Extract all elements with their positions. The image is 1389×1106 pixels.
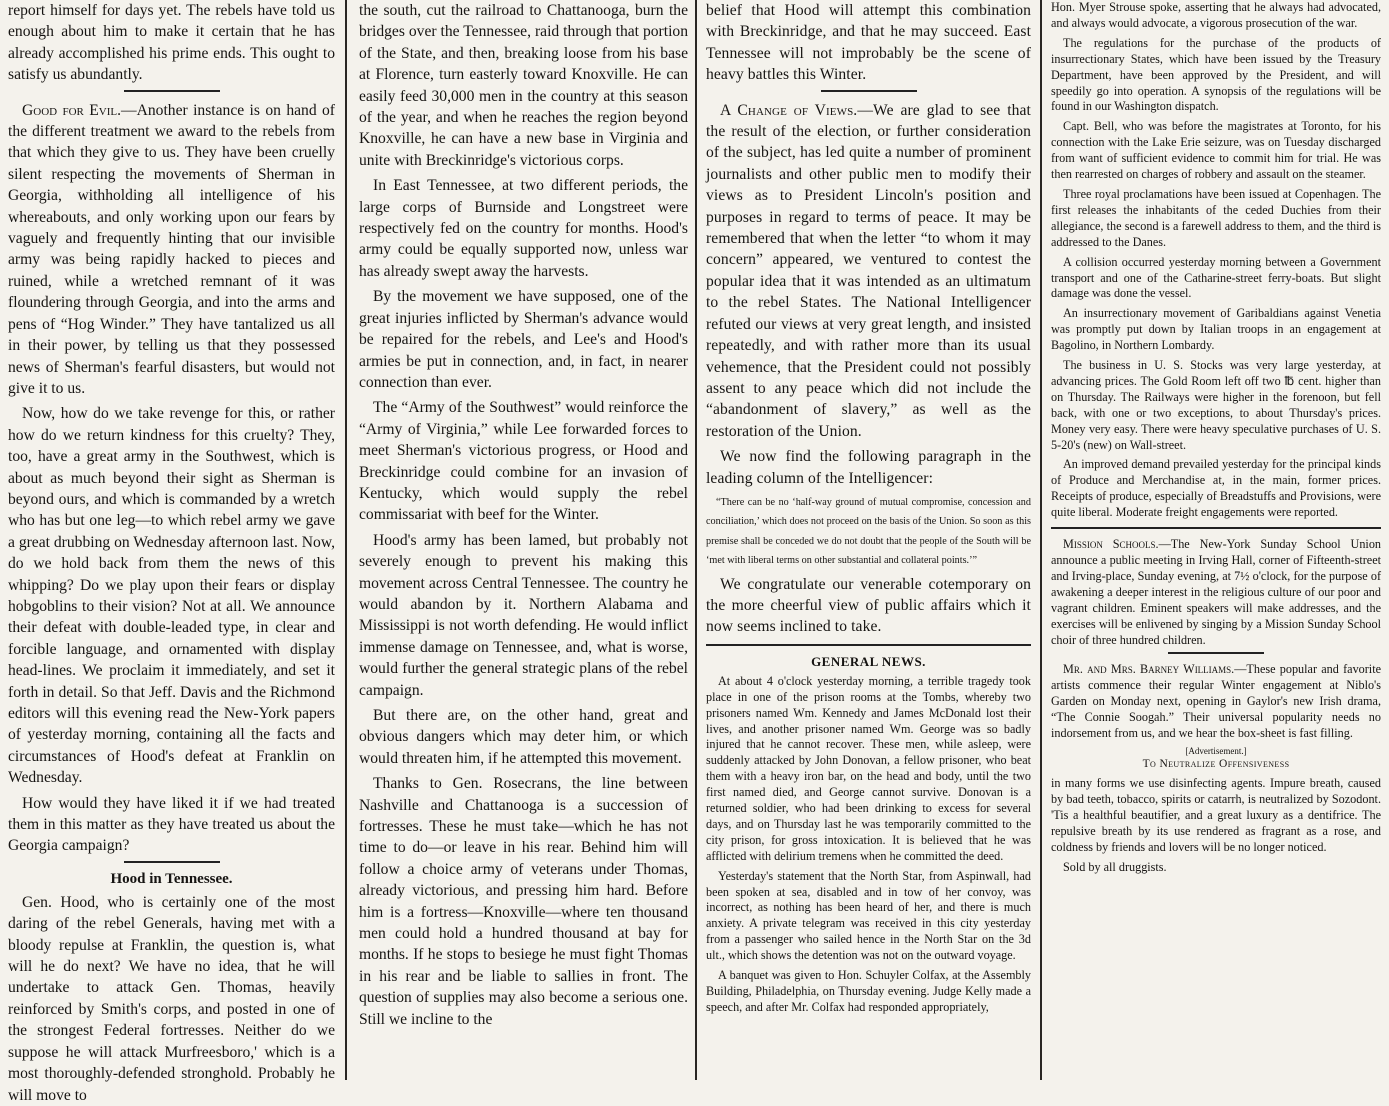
- news-item: A banquet was given to Hon. Schuyler Colfax, at the Assembly Building, Philadelphia, on Thursday evening. Judge Kelly made a speech, and after Mr. Colfax had responded appropriately,: [706, 968, 1031, 1014]
- paragraph: the south, cut the railroad to Chattanooga, burn the bridges over the Tennessee, raid through that portion of the State, and then, breaking loose from his base at Florence, turn easterly toward Knoxville. He can easily feed 30,000 men in the country at this season of the year, and when he reaches the region beyond Knoxville, he can have a new base in Virginia and unite with Breckinridge's victorious corps.: [359, 2, 688, 169]
- news-item: Three royal proclamations have been issued at Copenhagen. The first releases the inhabitants of the ceded Duchies from their allegiance, the second is a farewell address to them, and the third is addressed to the Danes.: [1051, 186, 1381, 249]
- column-1: [0, 0, 343, 1104]
- news-item: Mission Schools.—The New-York Sunday School Union announce a public meeting in Irving Hall, corner of Fifteenth-street and Irving-place, Sunday evening, at 7½ o'clock, for the purpose of awakening a deeper interest in the religious culture of our poor and vagrant children. Eminent speakers will make addresses, and the exercises will be enlivened by singing by a Mission Sunday School choir of three hundred children.: [1051, 537, 1382, 647]
- news-item: Capt. Bell, who was before the magistrates at Toronto, for his connection with the Lake Erie seizure, was on Tuesday discharged from want of sufficient evidence to commit him for trial. He was then rearrested on charges of robbery and assault on the steamer.: [1051, 119, 1381, 182]
- advertisement-text: Sold by all druggists.: [1063, 859, 1167, 874]
- column-4: [1043, 0, 1389, 1080]
- run-in-heading: Mr. and Mrs. Barney Williams.: [1063, 662, 1235, 677]
- paragraph: Gen. Hood, who is certainly one of the most daring of the rebel Generals, having met with a bloody repulse at Franklin, the question is, what will he do next? We have no idea, that he will undertake to attack Gen. Thomas, heavily reinforced by Smith's corps, and posted in one of the strongest Federal fortresses. Neither do we suppose he will attack Murfreesboro,' which is a most thoroughly-defended stronghold. Probably he will move to: [8, 893, 335, 1104]
- paragraph: We congratulate our venerable cotemporary on the more cheerful view of public affairs which it now seems inclined to take.: [706, 575, 1031, 636]
- paragraph: Hood's army has been lamed, but probably not severely enough to prevent his making this movement across Central Tennessee. The country he would abandon by it. Northern Alabama and Mississippi is not worth defending. He would inflict immense damage on Tennessee, and, what is worse, would further the general strategic plans of the rebel campaign.: [359, 531, 688, 699]
- news-item: An improved demand prevailed yesterday for the principal kinds of Produce and Merchandise at, in the main, former prices. Receipts of produce, especially of Breadstuffs and Provisions, were quite liberal. Moderate freight engagements were reported.: [1051, 457, 1381, 520]
- run-in-heading: Mission Schools.: [1063, 537, 1159, 552]
- advertisement-text: in many forms we use disinfecting agents. Impure breath, caused by bad teeth, tobacco, spirits or catarrh, is neutralized by Sozodont. 'Tis a healthful beautifier, and a great luxury as a dentifrice. The repulsive breath by its use rendered as fragrant as a rose, and coldness by friends and lovers will be no longer noticed.: [1051, 775, 1381, 854]
- paragraph: In East Tennessee, at two different periods, the large corps of Burnside and Longstreet were respectively fed on the country for months. Hood's army could be equally supported now, unless war has already swept away the harvests.: [359, 177, 688, 280]
- section-divider: [821, 90, 917, 92]
- column-3: [698, 0, 1039, 1080]
- news-item: At about 4 o'clock yesterday morning, a terrible tragedy took place in one of the prison rooms at the Tombs, whereby two prisoners named Wm. Kennedy and James McDonald lost their lives, and another prisoner named Wm. George was so badly injured that he cannot recover. These men, while asleep, were suddenly attacked by John Donovan, a fellow prisoner, who beat them with a heavy iron bar, on the head and body, until the two first named died, and George cannot survive. Donovan is a returned soldier, who had been drinking to excess for several days, and on Thursday last he was temporarily committed to the city prison, for gross intoxication. It is believed that he was afflicted with delirium tremens when he committed the deed.: [706, 673, 1031, 863]
- column-rule: [345, 0, 347, 1080]
- section-divider: [1168, 652, 1264, 654]
- advertisement-title: To Neutralize Offensiveness: [1142, 757, 1290, 770]
- section-divider: [124, 90, 220, 92]
- block-quote: “There can be no ‘half-way ground of mutual compromise, concession and conciliation,’ which does not proceed on the basis of the Union. So soon as this premise shall be conceded we do not doubt that the people of the South will be ‘met with liberal terms on other substantial and collateral points.’”: [706, 496, 1031, 567]
- run-in-heading: Good for Evil.: [22, 101, 122, 119]
- news-item: The business in U. S. Stocks was very large yesterday, at advancing prices. The Gold Room left off two ℔ cent. higher than on Thursday. The Railways were higher in the forenoon, but fell back, with one or two exceptions, to about Thursday's prices. Money very easy. There were heavy speculative purchases of U. S. 5-20's (new) on Wall-street.: [1051, 358, 1381, 452]
- paragraph: By the movement we have supposed, one of the great injuries inflicted by Sherman's advance would be repaired for the rebels, and Lee's and Hood's armies be put in connection, and, in fact, in nearer connection than ever.: [359, 288, 688, 391]
- paragraph: belief that Hood will attempt this combination with Breckinridge, and that he may succeed. East Tennessee will not improbably be the scene of heavy battles this Winter.: [706, 2, 1031, 84]
- paragraph: The “Army of the Southwest” would reinforce the “Army of Virginia,” while Lee forwarded forces to meet Sherman's victorious progress, or Hood and Breckinridge could combine for an invasion of Kentucky, which would supply the rebel commissariat with beef for the Winter.: [359, 399, 688, 524]
- paragraph: But there are, on the other hand, great and obvious dangers which may deter him, or which would threaten him, if he attempted this movement.: [359, 707, 688, 767]
- news-item: Mr. and Mrs. Barney Williams.—These popular and favorite artists commence their regular Winter engagement at Niblo's Garden on Monday next, opening in Gaylor's new Irish drama, “The Connie Soogah.” Their universal popularity needs no indorsement from us, and we hear the box-sheet is fast filling.: [1051, 662, 1381, 741]
- paragraph: How would they have liked it if we had treated them in this matter as they have treated us about the Georgia campaign?: [8, 794, 335, 855]
- section-divider: [1051, 527, 1381, 529]
- news-item: A collision occurred yesterday morning between a Government transport and one of the Catharine-street ferry-boats. But slight damage was done the vessel.: [1051, 254, 1381, 301]
- news-item: An insurrectionary movement of Garibaldians against Venetia was promptly put down by Italian troops in an engagement at Bagolino, in Northern Lombardy.: [1051, 306, 1381, 353]
- column-2: [351, 0, 696, 1080]
- column-rule: [1040, 0, 1042, 1080]
- news-item: The regulations for the purchase of the products of insurrectionary States, which have been issued by the Treasury Department, have been approved by the President, and will speedily go into operation. A synopsis of the regulations will be found in our Washington dispatch.: [1051, 35, 1381, 114]
- paragraph: We now find the following paragraph in the leading column of the Intelligencer:: [706, 448, 1031, 487]
- article-heading: Hood in Tennessee.: [110, 870, 233, 887]
- section-divider: [706, 644, 1031, 646]
- paragraph: Now, how do we take revenge for this, or rather how do we return kindness for this cruelty? They, too, have a great army in the Southwest, which is about as much beyond their sight as Sherman is beyond ours, and which is commanded by a wretch who has but one leg—to which rebel army we gave a great drubbing on Wednesday afternoon last. Now, do we hold back from them the news of this whipping? Do we play upon their fears or display hobgoblins to their vision? Not at all. We announce their defeat with double-leaded type, in clear and forcible language, and ornamented with display head-lines. We proclaim it immediately, and set it forth in detail. So that Jeff. Davis and the Richmond editors will this evening read the New-York papers of yesterday morning, containing all the facts and circumstances of Hood's defeat at Franklin on Wednesday.: [8, 405, 335, 787]
- paragraph: Good for Evil.—Another instance is on hand of the different treatment we award to the rebels from that which they give to us. They have been cruelly silent respecting the movements of Sherman in Georgia, withholding all intelligence of his whereabouts, and only working upon our fears by vaguely and frequently hinting that our invisible army was being rapidly hacked to pieces and ruined, while a wretched remnant of it was floundering through Georgia, and into the arms and pens of “Hog Winder.” They have tantalized us all in their power, by telling us that they possessed news of Sherman's fearful disasters, but would not give it to us.: [8, 101, 335, 397]
- run-in-heading: A Change of Views.: [720, 101, 858, 119]
- section-heading: GENERAL NEWS.: [811, 653, 926, 669]
- news-item: Hon. Myer Strouse spoke, asserting that he always had advocated, and always would advocate, a vigorous prosecution of the war.: [1051, 0, 1381, 30]
- paragraph: report himself for days yet. The rebels have told us enough about him to make it certain that he has already accomplished his prime ends. This ought to satisfy us abundantly.: [8, 2, 335, 84]
- news-item: Yesterday's statement that the North Star, from Aspinwall, had been spoken at sea, disabled and in tow of her convoy, was incorrect, as nothing has been heard of her, and there is much anxiety. A private telegram was received in this city yesterday from a passenger who sailed hence in the North Star on the 3d ult., which shows the detention was not on the outward voyage.: [706, 868, 1031, 963]
- paragraph: A Change of Views.—We are glad to see that the result of the election, or further consideration of the subject, has led quite a number of prominent journalists and other public men to modify their views as to President Lincoln's position and purposes in regard to terms of peace. It may be remembered that when the letter “to whom it may concern” appeared, we ventured to contest the popular idea that it was intended as an ultimatum to the rebel States. The National Intelligencer refuted our views at very great length, and insisted repeatedly, and with rather more than its usual vehemence, that the President could not possibly assent to any peace which did not include the “abandonment of slavery,” as well as the restoration of the Union.: [706, 101, 1031, 440]
- advertisement-label: [Advertisement.]: [1185, 745, 1247, 756]
- paragraph: Thanks to Gen. Rosecrans, the line between Nashville and Chattanooga is a succession of fortresses. These he must take—which he has not time to do—or leave in his rear. Behind him will follow a choice army of veterans under Thomas, already victorious, and pressing him hard. Before him is a fortress—Knoxville—where ten thousand men could hold a hundred thousand at bay for months. If he stops to besiege he must fight Thomas in his rear and be liable to sallies in front. The question of supplies may also become a serious one. Still we incline to the: [359, 775, 688, 1028]
- section-divider: [124, 861, 220, 863]
